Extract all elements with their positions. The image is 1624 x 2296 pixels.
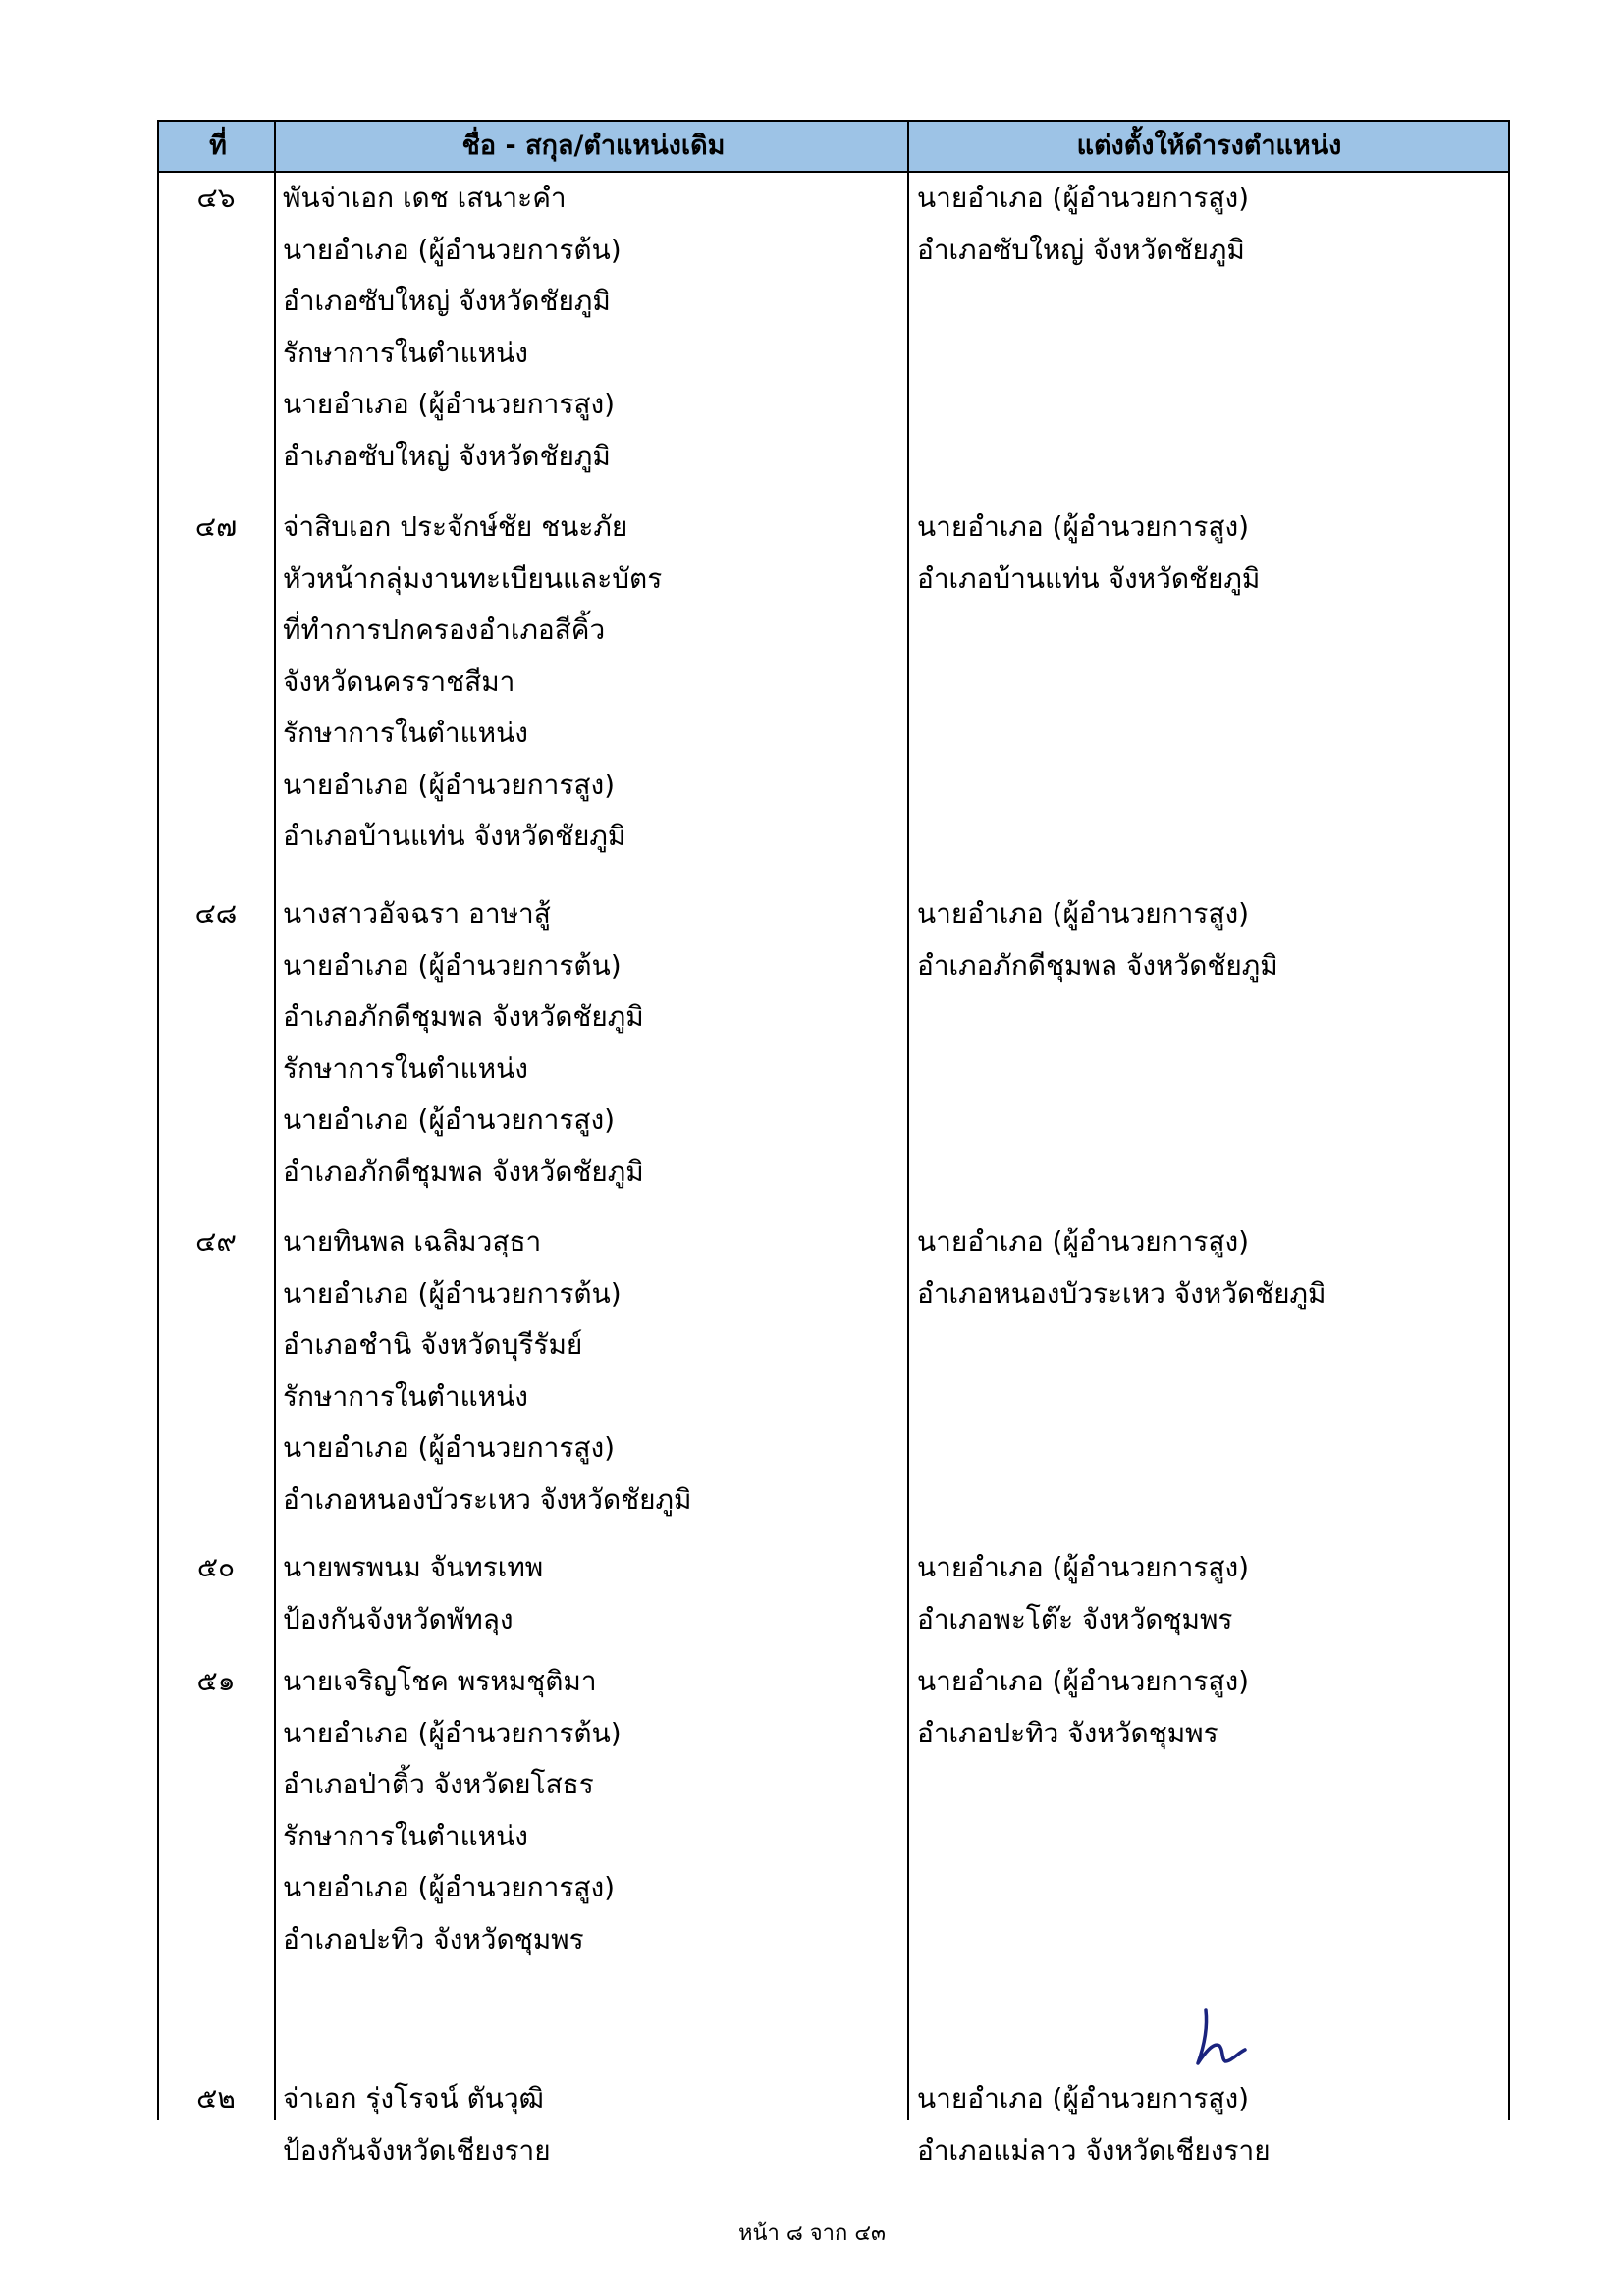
appointed-position-line: นายอำเภอ (ผู้อำนวยการสูง)	[917, 1551, 1250, 1583]
former-position-line: นายอำเภอ (ผู้อำนวยการสูง)	[283, 1871, 616, 1903]
former-position-cell	[283, 502, 774, 863]
former-position-cell	[283, 888, 774, 1198]
table-divider-1	[274, 120, 276, 2120]
appointed-position-line: อำเภอพะโต๊ะ จังหวัดชุมพร	[917, 1602, 1233, 1635]
former-position-cell	[283, 173, 774, 482]
person-name: นายเจริญโชค พรหมชุติมา	[283, 1665, 597, 1697]
former-position-line: ที่ทำการปกครองอำเภอสีคิ้ว	[283, 614, 606, 646]
former-position-line: นายอำเภอ (ผู้อำนวยการต้น)	[283, 948, 622, 982]
person-name: พันจ่าเอก เดช เสนาะคำ	[283, 182, 567, 214]
header-col-no: ที่	[209, 131, 227, 161]
former-position-line: นายอำเภอ (ผู้อำนวยการสูง)	[283, 388, 616, 420]
former-position-line: นายอำเภอ (ผู้อำนวยการสูง)	[283, 1103, 616, 1136]
appointed-position-cell	[917, 2073, 1506, 2176]
appointed-position-line: นายอำเภอ (ผู้อำนวยการสูง)	[917, 510, 1250, 543]
former-position-line: รักษาการในตำแหน่ง	[283, 1819, 528, 1852]
former-position-line: นายอำเภอ (ผู้อำนวยการต้น)	[283, 1716, 622, 1749]
table-divider-2	[907, 120, 909, 2120]
former-position-line: อำเภอหนองบัวระเหว จังหวัดชัยภูมิ	[283, 1482, 692, 1516]
appointed-position-cell	[917, 1656, 1506, 1759]
appointed-position-line: นายอำเภอ (ผู้อำนวยการสูง)	[917, 2082, 1250, 2114]
appointed-position-line: อำเภอบ้านแท่น จังหวัดชัยภูมิ	[917, 561, 1261, 595]
row-number: ๔๘	[194, 897, 238, 930]
former-position-cell	[283, 2073, 774, 2176]
person-name: นายทินพล เฉลิมวสุธา	[283, 1225, 542, 1257]
former-position-line: นายอำเภอ (ผู้อำนวยการสูง)	[283, 1431, 616, 1464]
row-number: ๕๐	[196, 1551, 236, 1583]
appointed-position-line: นายอำเภอ (ผู้อำนวยการสูง)	[917, 897, 1250, 930]
row-number: ๔๙	[195, 1225, 237, 1257]
appointed-position-cell	[917, 1542, 1506, 1645]
appointed-position-line: อำเภอหนองบัวระเหว จังหวัดชัยภูมิ	[917, 1276, 1326, 1309]
appointed-position-cell	[917, 1216, 1506, 1319]
appointment-table	[157, 120, 1510, 2166]
person-name: จ่าสิบเอก ประจักษ์ชัย ชนะภัย	[283, 510, 628, 543]
row-number: ๕๒	[196, 2082, 236, 2114]
table-border-right	[1508, 120, 1510, 2120]
former-position-line: อำเภอป่าติ้ว จังหวัดยโสธร	[283, 1768, 594, 1800]
appointed-position-cell	[917, 502, 1506, 605]
former-position-line: นายอำเภอ (ผู้อำนวยการต้น)	[283, 233, 622, 266]
header-col-appoint: แต่งตั้งให้ดำรงตำแหน่ง	[1076, 131, 1342, 161]
former-position-line: อำเภอซับใหญ่ จังหวัดชัยภูมิ	[283, 285, 611, 317]
former-position-line: นายอำเภอ (ผู้อำนวยการสูง)	[283, 768, 616, 801]
person-name: จ่าเอก รุ่งโรจน์ ตันวุฒิ	[283, 2082, 544, 2114]
appointed-position-line: นายอำเภอ (ผู้อำนวยการสูง)	[917, 1225, 1250, 1257]
appointed-position-line: อำเภอปะทิว จังหวัดชุมพร	[917, 1716, 1218, 1749]
appointed-position-line: นายอำเภอ (ผู้อำนวยการสูง)	[917, 1665, 1250, 1697]
page-number: หน้า ๘ จาก ๔๓	[737, 2221, 887, 2246]
appointed-position-line: นายอำเภอ (ผู้อำนวยการสูง)	[917, 182, 1250, 214]
appointed-position-line: อำเภอภักดีชุมพล จังหวัดชัยภูมิ	[917, 948, 1278, 982]
former-position-line: อำเภอภักดีชุมพล จังหวัดชัยภูมิ	[283, 1000, 644, 1033]
table-header	[157, 120, 1510, 173]
table-border-left	[157, 120, 159, 2120]
row-number: ๔๗	[194, 510, 238, 543]
person-name: นายพรพนม จันทรเทพ	[283, 1551, 544, 1583]
former-position-line: รักษาการในตำแหน่ง	[283, 1051, 528, 1085]
appointed-position-cell	[917, 173, 1506, 276]
former-position-line: อำเภอปะทิว จังหวัดชุมพร	[283, 1922, 584, 1955]
appointed-position-line: อำเภอซับใหญ่ จังหวัดชัยภูมิ	[917, 233, 1245, 266]
former-position-cell	[283, 1542, 774, 1645]
person-name: นางสาวอัจฉรา อาษาสู้	[283, 897, 551, 930]
row-number: ๕๑	[196, 1665, 236, 1697]
appointed-position-cell	[917, 888, 1506, 991]
header-col-name: ชื่อ - สกุล/ตำแหน่งเดิม	[461, 131, 726, 161]
former-position-line: อำเภอบ้านแท่น จังหวัดชัยภูมิ	[283, 820, 626, 852]
former-position-line: รักษาการในตำแหน่ง	[283, 336, 528, 369]
former-position-line: นายอำเภอ (ผู้อำนวยการต้น)	[283, 1276, 622, 1309]
former-position-line: หัวหน้ากลุ่มงานทะเบียนและบัตร	[283, 561, 663, 595]
former-position-line: รักษาการในตำแหน่ง	[283, 1379, 528, 1413]
former-position-cell	[283, 1656, 774, 1965]
former-position-line: จังหวัดนครราชสีมา	[283, 665, 515, 698]
former-position-cell	[283, 1216, 774, 1525]
signature-mark	[1188, 2002, 1257, 2071]
former-position-line: ป้องกันจังหวัดพัทลุง	[283, 1602, 514, 1635]
appointed-position-line: อำเภอแม่ลาว จังหวัดเชียงราย	[917, 2133, 1271, 2166]
row-number: ๔๖	[196, 182, 236, 214]
former-position-line: รักษาการในตำแหน่ง	[283, 717, 528, 749]
former-position-line: อำเภอซับใหญ่ จังหวัดชัยภูมิ	[283, 439, 611, 472]
former-position-line: ป้องกันจังหวัดเชียงราย	[283, 2133, 551, 2166]
former-position-line: อำเภอชำนิ จังหวัดบุรีรัมย์	[283, 1328, 583, 1361]
former-position-line: อำเภอภักดีชุมพล จังหวัดชัยภูมิ	[283, 1154, 644, 1188]
